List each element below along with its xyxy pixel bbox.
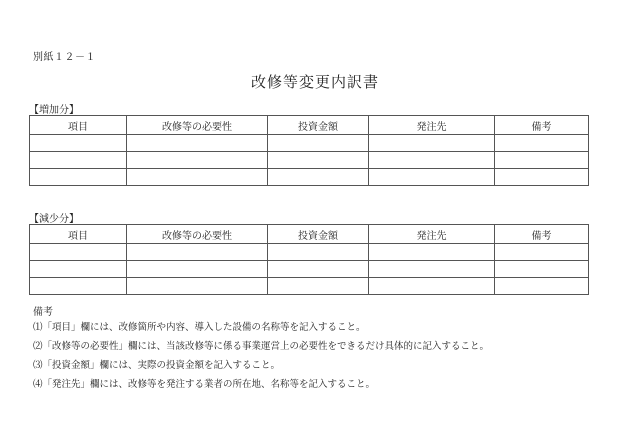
- table-cell[interactable]: [495, 135, 589, 152]
- table-cell[interactable]: [369, 169, 495, 186]
- table-cell[interactable]: [495, 244, 589, 261]
- section-label-decrease: 【減少分】: [29, 214, 79, 225]
- table-cell[interactable]: [127, 135, 268, 152]
- decrease-table: [29, 224, 589, 295]
- note-item: ⑵「改修等の必要性」欄には、当該改修等に係る事業運営上の必要性をできるだけ具体的に記入すること。: [33, 341, 490, 352]
- notes-title: 備考: [33, 307, 53, 318]
- table-header-row: [30, 225, 589, 244]
- table-cell[interactable]: [495, 152, 589, 169]
- table-cell[interactable]: [369, 278, 495, 295]
- increase-table: [29, 115, 589, 186]
- notes-list: [33, 322, 489, 398]
- table-cell[interactable]: [268, 244, 369, 261]
- document-title: 改修等変更内訳書: [250, 73, 379, 91]
- header-remarks: 備考: [495, 225, 589, 244]
- header-item: 項目: [30, 225, 127, 244]
- table-cell[interactable]: [495, 278, 589, 295]
- section-label-increase: 【増加分】: [29, 105, 79, 116]
- attachment-label: 別紙１２－１: [33, 52, 96, 63]
- header-contractor: 発注先: [369, 225, 495, 244]
- table-cell[interactable]: [127, 169, 268, 186]
- table-cell[interactable]: [495, 261, 589, 278]
- table-cell[interactable]: [30, 261, 127, 278]
- table-header-row: [30, 116, 589, 135]
- header-investment-amount: 投資金額: [268, 225, 369, 244]
- table-cell[interactable]: [30, 278, 127, 295]
- header-remarks: 備考: [495, 116, 589, 135]
- table-cell[interactable]: [495, 169, 589, 186]
- table-cell[interactable]: [127, 152, 268, 169]
- table-cell[interactable]: [127, 278, 268, 295]
- table-cell[interactable]: [268, 135, 369, 152]
- table-row: [30, 261, 589, 278]
- table-row: [30, 244, 589, 261]
- header-item: 項目: [30, 116, 127, 135]
- table-row: [30, 152, 589, 169]
- header-contractor: 発注先: [369, 116, 495, 135]
- table-row: [30, 135, 589, 152]
- table-cell[interactable]: [268, 169, 369, 186]
- table-row: [30, 169, 589, 186]
- header-necessity: 改修等の必要性: [127, 116, 268, 135]
- table-cell[interactable]: [369, 135, 495, 152]
- note-item: ⑷「発注先」欄には、改修等を発注する業者の所在地、名称等を記入すること。: [33, 379, 376, 390]
- header-necessity: 改修等の必要性: [127, 225, 268, 244]
- table-cell[interactable]: [127, 261, 268, 278]
- table-cell[interactable]: [30, 152, 127, 169]
- table-cell[interactable]: [369, 261, 495, 278]
- header-investment-amount: 投資金額: [268, 116, 369, 135]
- table-cell[interactable]: [30, 169, 127, 186]
- table-cell[interactable]: [268, 261, 369, 278]
- table-cell[interactable]: [127, 244, 268, 261]
- note-item: ⑴「項目」欄には、改修箇所や内容、導入した設備の名称等を記入すること。: [33, 322, 366, 333]
- note-item: ⑶「投資金額」欄には、実際の投資金額を記入すること。: [33, 360, 281, 371]
- table-cell[interactable]: [30, 244, 127, 261]
- table-row: [30, 278, 589, 295]
- table-cell[interactable]: [369, 244, 495, 261]
- table-cell[interactable]: [369, 152, 495, 169]
- table-cell[interactable]: [268, 152, 369, 169]
- table-cell[interactable]: [30, 135, 127, 152]
- table-cell[interactable]: [268, 278, 369, 295]
